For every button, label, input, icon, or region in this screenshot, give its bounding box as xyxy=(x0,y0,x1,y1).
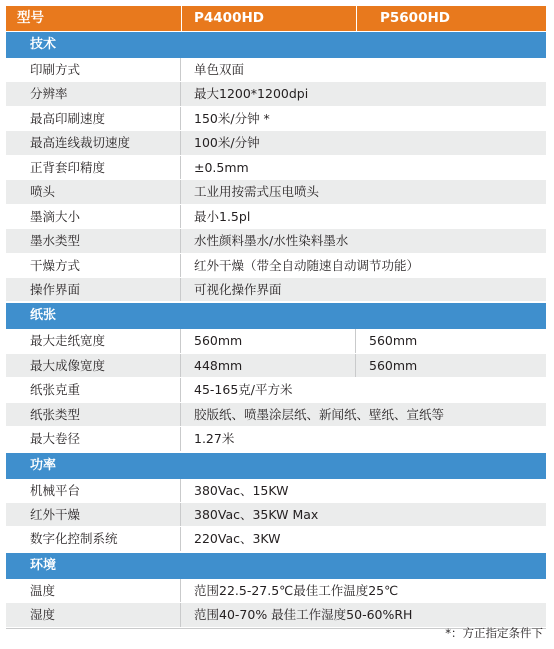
table-row xyxy=(6,427,546,451)
row-label: 墨滴大小 xyxy=(6,205,181,228)
section-paper: 纸张 xyxy=(6,302,546,329)
table-row xyxy=(6,229,546,253)
row-value: 胶版纸、喷墨涂层纸、新闻纸、壁纸、宣纸等 xyxy=(194,406,445,422)
table-row xyxy=(6,131,546,155)
section-env: 环境 xyxy=(6,552,546,579)
row-label: 墨水类型 xyxy=(6,229,181,252)
row-label: 分辨率 xyxy=(6,82,181,105)
row-value: 380Vac、15KW xyxy=(194,482,289,498)
row-value: 380Vac、35KW Max xyxy=(194,507,319,522)
table-row xyxy=(6,354,546,378)
table-row xyxy=(6,527,546,551)
row-label: 最高连线裁切速度 xyxy=(6,131,181,154)
row-value: 100米/分钟 xyxy=(194,135,260,151)
row-value: 可视化操作界面 xyxy=(194,281,282,297)
row-value: 单色双面 xyxy=(194,62,245,77)
table-row xyxy=(6,205,546,229)
table-row xyxy=(6,329,546,353)
row-label: 红外干燥 xyxy=(6,503,181,526)
row-label: 最大成像宽度 xyxy=(6,354,181,377)
table-row xyxy=(6,58,546,82)
table-row xyxy=(6,579,546,603)
row-value: 范围40-70% 最佳工作湿度50-60%RH xyxy=(194,607,413,623)
row-value: 150米/分钟 * xyxy=(194,110,270,126)
table-row xyxy=(6,180,546,204)
header-model: 型号 xyxy=(17,10,44,26)
row-label: 干燥方式 xyxy=(6,254,181,277)
table-row xyxy=(6,479,546,503)
row-value: 红外干燥（带全自动随速自动调节功能） xyxy=(194,257,420,273)
row-label: 数字化控制系统 xyxy=(6,527,181,550)
row-label: 纸张类型 xyxy=(6,403,181,426)
row-value: 最大1200*1200dpi xyxy=(194,86,309,102)
table-header xyxy=(6,6,546,31)
header-p5600hd: P5600HD xyxy=(356,6,546,31)
row-label: 最高印刷速度 xyxy=(6,107,181,130)
row-label: 正背套印精度 xyxy=(6,156,181,179)
row-value: 45-165克/平方米 xyxy=(194,382,293,398)
table-row xyxy=(6,278,546,302)
row-value: 范围22.5-27.5℃最佳工作温度25℃ xyxy=(194,582,399,598)
header-p4400hd: P4400HD xyxy=(181,6,356,31)
row-value-p5600: 560mm xyxy=(369,333,418,349)
row-label: 最大卷径 xyxy=(6,427,181,450)
row-value: ±0.5mm xyxy=(194,159,249,175)
row-value: 水性颜料墨水/水性染料墨水 xyxy=(194,233,349,249)
section-tech: 技术 xyxy=(6,31,546,58)
row-value: 220Vac、3KW xyxy=(194,531,281,547)
row-value: 工业用按需式压电喷头 xyxy=(194,184,320,200)
row-value: 最小1.5pl xyxy=(194,208,251,224)
footnote: *：方正指定条件下 xyxy=(445,626,543,640)
table-row xyxy=(6,156,546,180)
table-row xyxy=(6,254,546,278)
row-value: 1.27米 xyxy=(194,431,235,447)
row-value-p4400: 560mm xyxy=(181,329,356,352)
row-label: 最大走纸宽度 xyxy=(6,329,181,352)
section-power: 功率 xyxy=(6,452,546,479)
spec-table xyxy=(6,6,546,629)
row-label: 操作界面 xyxy=(6,278,181,301)
table-row xyxy=(6,82,546,106)
row-label: 纸张克重 xyxy=(6,378,181,401)
row-label: 喷头 xyxy=(6,180,181,203)
row-value-p5600: 560mm xyxy=(369,357,418,373)
table-row xyxy=(6,403,546,427)
row-label: 湿度 xyxy=(6,603,181,626)
row-label: 温度 xyxy=(6,579,181,602)
table-row xyxy=(6,378,546,402)
row-value-p4400: 448mm xyxy=(181,354,356,377)
row-label: 机械平台 xyxy=(6,479,181,502)
row-label: 印刷方式 xyxy=(6,58,181,81)
table-row xyxy=(6,503,546,527)
table-row xyxy=(6,107,546,131)
